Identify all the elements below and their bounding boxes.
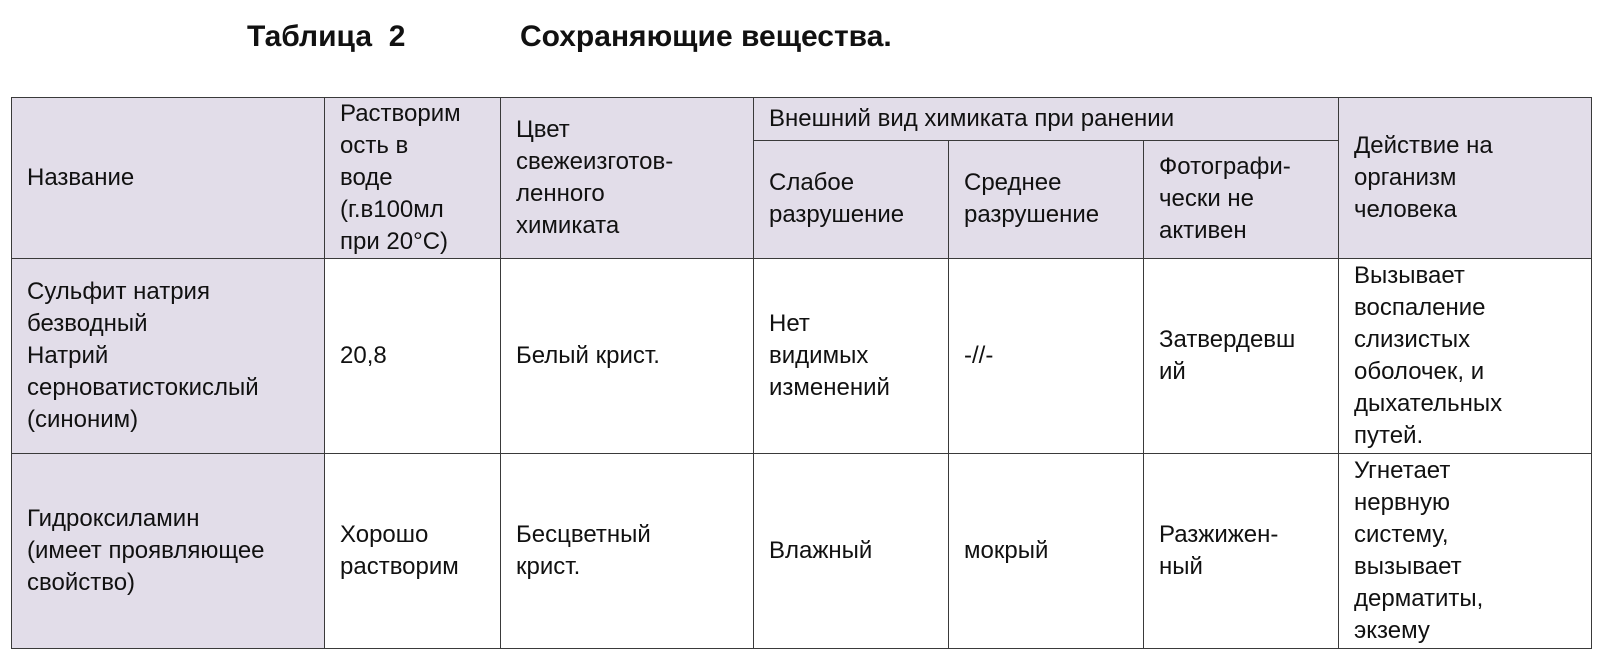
cell-photo-inactive: Разжижен- ный bbox=[1144, 454, 1339, 649]
header-name: Название bbox=[12, 98, 325, 259]
header-row-top bbox=[12, 98, 1592, 141]
cell-name: Сульфит натрия безводный Натрий серноватистокислый (синоним) bbox=[12, 259, 325, 454]
header-color: Цвет свежеизготов- ленного химиката bbox=[501, 98, 754, 259]
cell-color: Бесцветный крист. bbox=[501, 454, 754, 649]
cell-medium: -//- bbox=[949, 259, 1144, 454]
header-solubility: Растворим ость в воде (г.в100мл при 20°С) bbox=[325, 98, 501, 259]
header-effect: Действие на организм человека bbox=[1339, 98, 1592, 259]
table-caption bbox=[247, 20, 892, 54]
cell-weak: Нет видимых изменений bbox=[754, 259, 949, 454]
cell-effect: Угнетает нервную систему, вызывает дерматиты, экзему bbox=[1339, 454, 1592, 649]
header-photo-inactive: Фотографи- чески не активен bbox=[1144, 140, 1339, 258]
preservatives-table bbox=[11, 97, 1592, 649]
cell-effect: Вызывает воспаление слизистых оболочек, и дыхательных путей. bbox=[1339, 259, 1592, 454]
header-weak: Слабое разрушение bbox=[754, 140, 949, 258]
cell-medium: мокрый bbox=[949, 454, 1144, 649]
cell-name: Гидроксиламин (имеет проявляющее свойство) bbox=[12, 454, 325, 649]
table-row bbox=[12, 454, 1592, 649]
cell-color: Белый крист. bbox=[501, 259, 754, 454]
cell-photo-inactive: Затвердевш ий bbox=[1144, 259, 1339, 454]
table-number: Таблица 2 bbox=[247, 20, 406, 53]
table-row bbox=[12, 259, 1592, 454]
header-appearance-group: Внешний вид химиката при ранении bbox=[754, 98, 1339, 141]
cell-weak: Влажный bbox=[754, 454, 949, 649]
cell-solubility: 20,8 bbox=[325, 259, 501, 454]
cell-solubility: Хорошо растворим bbox=[325, 454, 501, 649]
header-medium: Среднее разрушение bbox=[949, 140, 1144, 258]
table-title: Сохраняющие вещества. bbox=[520, 20, 892, 53]
